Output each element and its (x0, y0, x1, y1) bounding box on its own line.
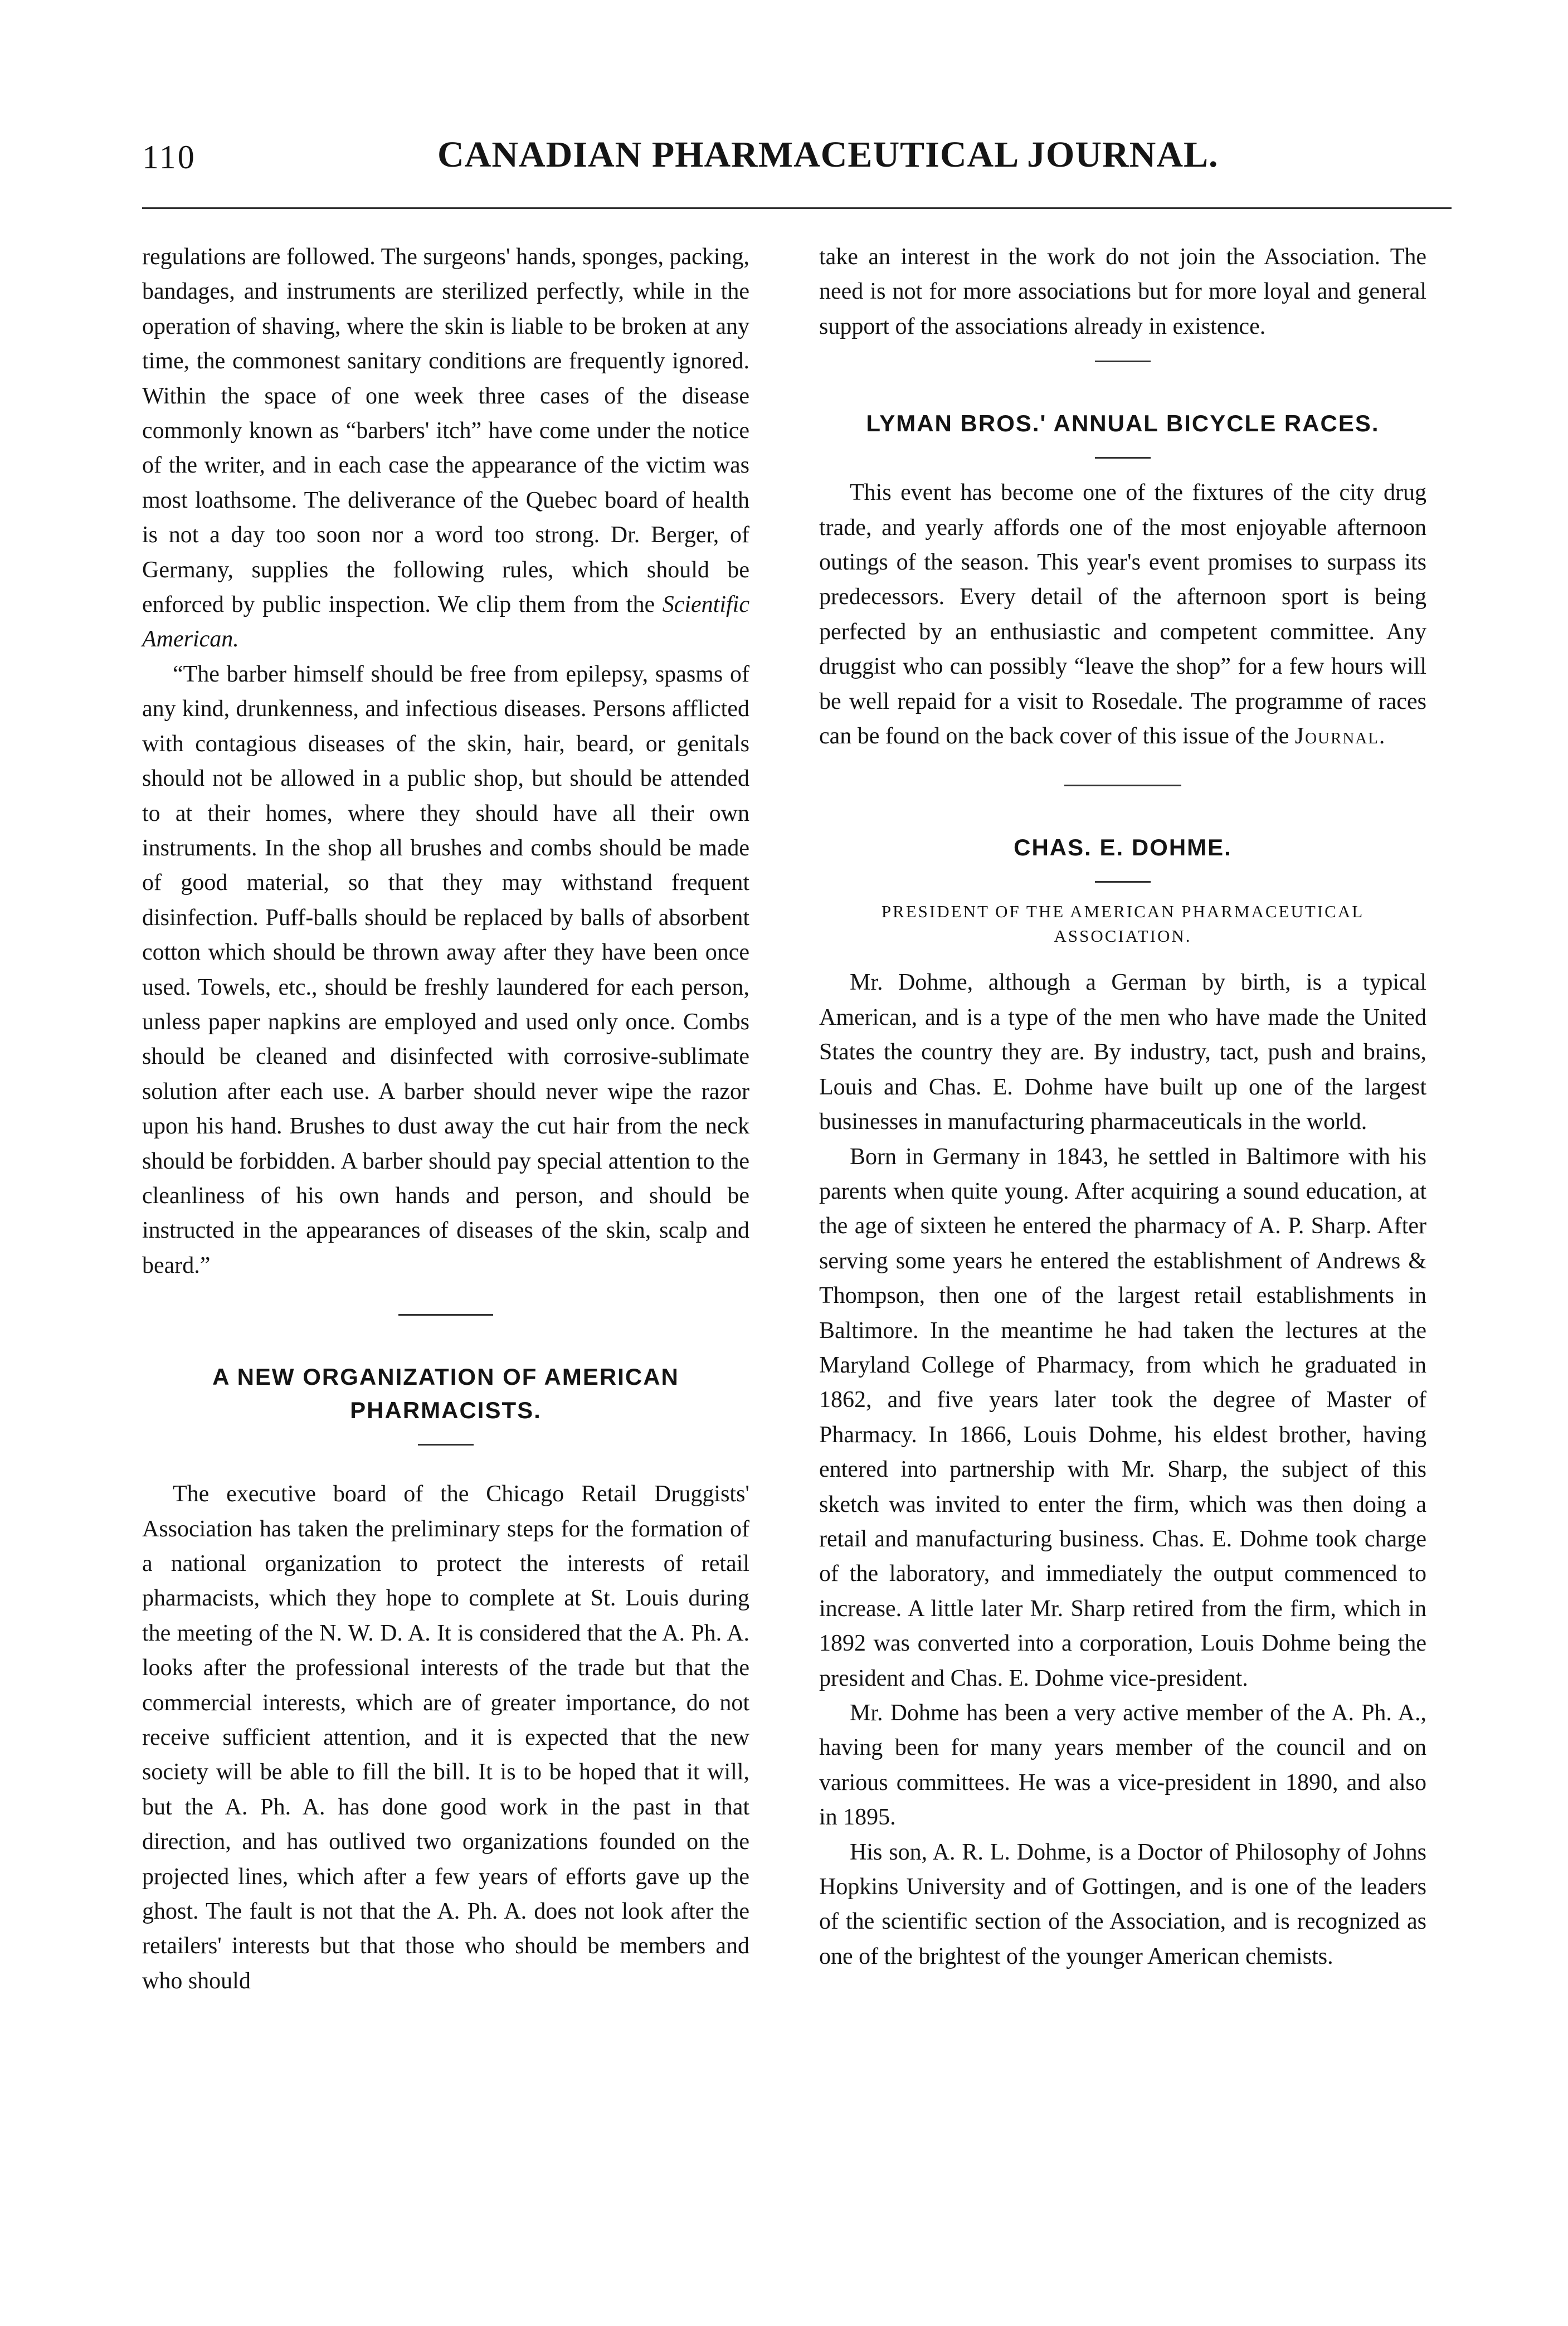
dohme-paragraph: Mr. Dohme has been a very active member of the A. Ph. A., having been for many years member of the council and on various committees. He was a vice-president in 1890, and also in 1895. (819, 1700, 1426, 1831)
journal-reference: Journal. (1294, 723, 1386, 750)
bicycle-races-paragraph (819, 475, 1426, 753)
left-column (142, 240, 749, 1998)
dohme-paragraph: Born in Germany in 1843, he settled in Baltimore with his parents when quite young. After acquiring a sound education, at the age of sixteen he entered the pharmacy of A. P. Sharp. After serving some years he entered the establishment of Andrews & Thompson, then one of the largest retail establishments in Baltimore. In the meantime he had taken the lectures at the Maryland College of Pharmacy, from which he graduated in 1862, and five years later took the degree of Master of Pharmacy. In 1866, Louis Dohme, his eldest brother, having entered into partnership with Mr. Sharp, the subject of this sketch was invited to enter the firm, which was then doing a retail and manufacturing business. Chas. E. Dohme took charge of the laboratory, and immediately the output commenced to increase. A little later Mr. Sharp retired from the firm, which in 1892 was converted into a corporation, Louis Dohme being the president and Chas. E. Dohme vice-president. (819, 1143, 1426, 1691)
paragraph-text: regulations are followed. The surgeons' hands, sponges, packing, bandages, and instruments are sterilized perfectly, while in the operation of shaving, where the skin is liable to be broken at any time, the commonest sanitary conditions are frequently ignored. Within the space of one week three cases of the disease commonly known as “barbers' itch” have come under the notice of the writer, and in each case the appearance of the victim was most loathsome. The deliverance of the Quebec board of health is not a day too soon nor a word too strong. Dr. Berger, of Germany, supplies the following rules, which should be enforced by public inspection. We clip them from the (142, 244, 749, 618)
dohme-paragraph: Mr. Dohme, although a German by birth, is a typical American, and is a type of the men who have made the United States the country they are. By industry, tact, push and brains, Louis and Chas. E. Dohme have built up one of the largest businesses in manufacturing pharmaceuticals in the world. (819, 970, 1426, 1135)
dohme-paragraph: His son, A. R. L. Dohme, is a Doctor of Philosophy of Johns Hopkins University and of Gottingen, and is one of the leaders of the scientific section of the Association, and is recognized as one of the brightest of the younger American chemists. (819, 1839, 1426, 1969)
article-heading-new-organization: A NEW ORGANIZATION OF AMERICAN PHARMACISTS. (212, 1364, 679, 1424)
article-heading-bicycle-races: LYMAN BROS.' ANNUAL BICYCLE RACES. (866, 410, 1380, 437)
barber-rules-quote: “The barber himself should be free from epilepsy, spasms of any kind, drunkenness, and infectious diseases. Persons afflicted with contagious diseases of the skin, hair, beard, or genitals should not be allowed in a public shop, but should be attended to at their homes, where they should have all their own instruments. In the shop all brushes and combs should be made of good material, so that they may withstand frequent disinfection. Puff-balls should be replaced by balls of absorbent cotton which should be thrown away after they have been once used. Towels, etc., should be freshly laundered for each person, unless paper napkins are employed and used only once. Combs should be cleaned and disinfected with corrosive-sublimate solution after each use. A barber should never wipe the razor upon his hand. Brushes to dust away the cut hair from the neck should be forbidden. A barber should pay special attention to the cleanliness of his own hands and person, and should be instructed in the appearances of diseases of the skin, scalp and beard.” (142, 661, 749, 1278)
page-number: 110 (142, 139, 196, 176)
article-continuation-paragraph (142, 240, 749, 657)
article-subheading: PRESIDENT OF THE AMERICAN PHARMACEUTICAL ASSOCIATION. (881, 902, 1365, 946)
page-header (142, 128, 1457, 195)
header-rule (142, 207, 1452, 209)
article-continuation-paragraph: take an interest in the work do not join the Association. The need is not for more associations but for more loyal and general support of the associations already in existence. (819, 244, 1426, 339)
right-column (819, 240, 1426, 1974)
paragraph-text: This event has become one of the fixtures of the city drug trade, and yearly affords one of the most enjoyable afternoon outings of the season. This year's event promises to surpass its predecessors. Every detail of the afternoon sport is being perfected by an enthusiastic and competent committee. Any druggist who can possibly “leave the shop” for a few hours will be well repaid for a visit to Rosedale. The programme of races can be found on the back cover of this issue of the (819, 480, 1426, 750)
source-citation: Scientific American. (142, 592, 749, 653)
article-heading-dohme: CHAS. E. DOHME. (1014, 834, 1232, 861)
new-organization-paragraph: The executive board of the Chicago Retail Druggists' Association has taken the preliminary steps for the formation of a national organization to protect the interests of retail pharmacists, which they hope to complete at St. Louis during the meeting of the N. W. D. A. It is considered that the A. Ph. A. looks after the professional interests of the trade but that the commercial interests, which are of greater importance, do not receive sufficient attention, and it is expected that the new society will be able to fill the bill. It is to be hoped that it will, but the A. Ph. A. has done good work in the past in that direction, and has outlived two organizations founded on the projected lines, which after a few years of efforts gave up the ghost. The fault is not that the A. Ph. A. does not look after the retailers' interests but that those who should be members and who should (142, 1481, 749, 1994)
journal-title: CANADIAN PHARMACEUTICAL JOURNAL. (437, 134, 1219, 175)
